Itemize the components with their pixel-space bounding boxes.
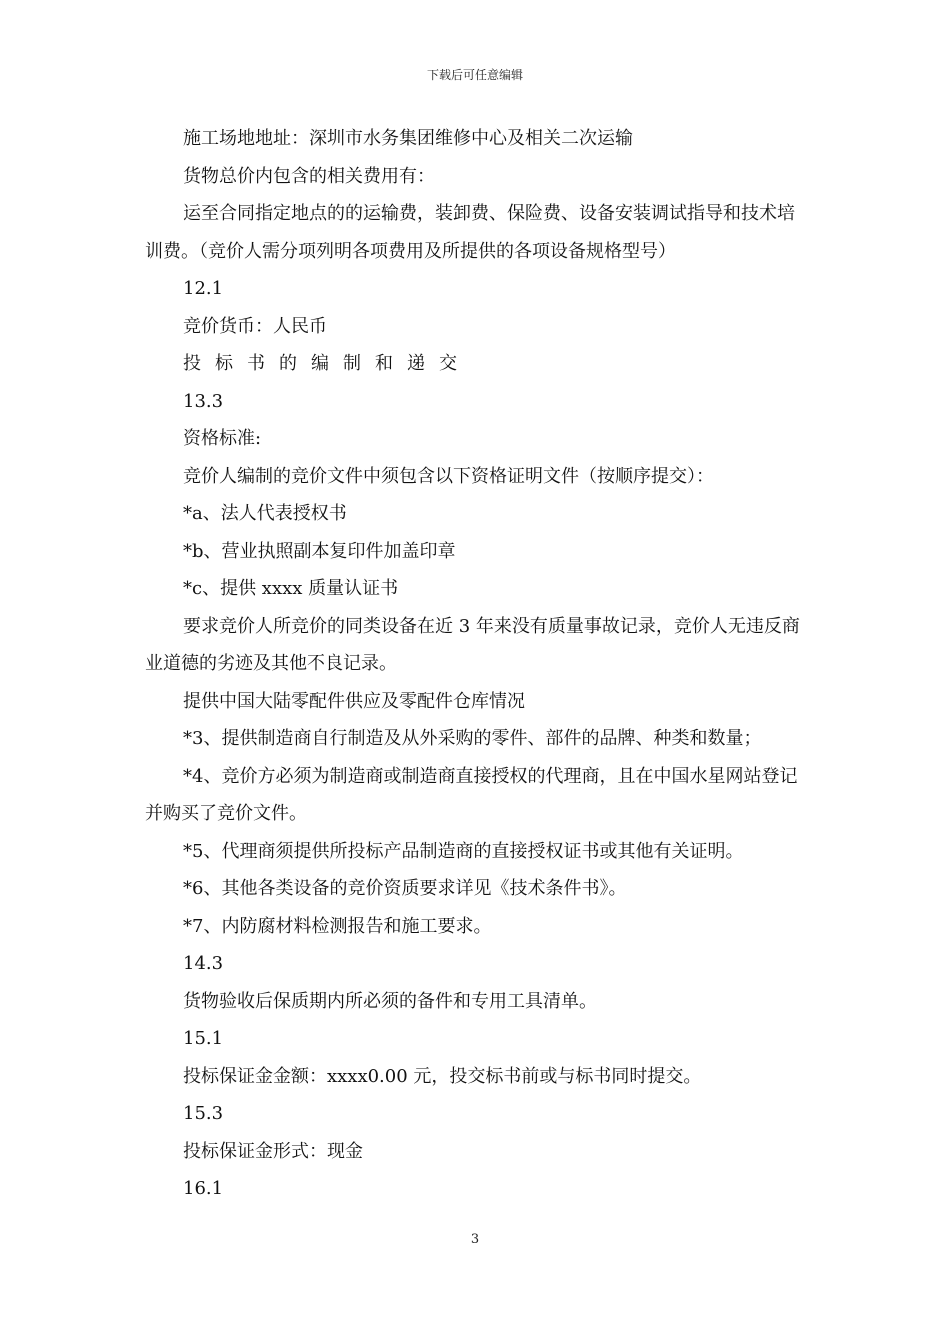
paragraph-qualification: 资格标准: [183, 428, 262, 449]
document-body [145, 120, 810, 1208]
list-item: *6、其他各类设备的竞价资质要求详见《技术条件书》。 [183, 878, 627, 899]
paragraph-quality-record: 要求竞价人所竞价的同类设备在近 3 年来没有质量事故记录，竞价人无违反商业道德的劣迹及其他不良记录。 [145, 615, 800, 674]
paragraph-cost-intro: 货物总价内包含的相关费用有： [183, 165, 435, 187]
list-item: *7、内防腐材料检测报告和施工要求。 [183, 915, 492, 937]
clause-number: 12.1 [183, 278, 224, 299]
page-header: 下载后可任意编辑 [426, 68, 523, 82]
list-item: *b、营业执照副本复印件加盖印章 [183, 540, 456, 562]
clause-number: 13.3 [183, 390, 224, 412]
list-item: *5、代理商须提供所投标产品制造商的直接授权证书或其他有关证明。 [183, 840, 744, 862]
clause-number: 16.1 [183, 1178, 224, 1199]
paragraph-currency: 竞价货币：人民币 [183, 315, 327, 337]
clause-number: 15.3 [183, 1103, 224, 1124]
paragraph-cost-details: 运至合同指定地点的的运输费，装卸费、保险费、设备安装调试指导和技术培训费。（竞价人需分项列明各项费用及所提供的各项设备规格型号） [145, 203, 795, 262]
clause-number: 15.1 [183, 1028, 224, 1049]
paragraph-deposit-form: 投标保证金形式：现金 [183, 1140, 363, 1162]
paragraph-tools-list: 货物验收后保质期内所必须的备件和专用工具清单。 [183, 990, 597, 1012]
list-item: *3、提供制造商自行制造及从外采购的零件、部件的品牌、种类和数量； [183, 728, 762, 749]
paragraph-spare-parts: 提供中国大陆零配件供应及零配件仓库情况 [183, 690, 525, 712]
section-heading: 投标书的编制和递交 [183, 353, 471, 374]
paragraph-qualification-docs: 竞价人编制的竞价文件中须包含以下资格证明文件（按顺序提交）： [183, 465, 714, 487]
clause-number: 14.3 [183, 953, 224, 974]
list-item: *4、竞价方必须为制造商或制造商直接授权的代理商，且在中国水星网站登记并购买了竞价文件。 [145, 765, 798, 824]
paragraph-deposit-amount: 投标保证金金额：xxxx0.00 元，投交标书前或与标书同时提交。 [183, 1065, 702, 1087]
list-item: *c、提供 xxxx 质量认证书 [183, 578, 399, 599]
paragraph-site-address: 施工场地地址：深圳市水务集团维修中心及相关二次运输 [183, 128, 633, 149]
page-number: 3 [470, 1232, 480, 1247]
list-item: *a、法人代表授权书 [183, 503, 347, 524]
